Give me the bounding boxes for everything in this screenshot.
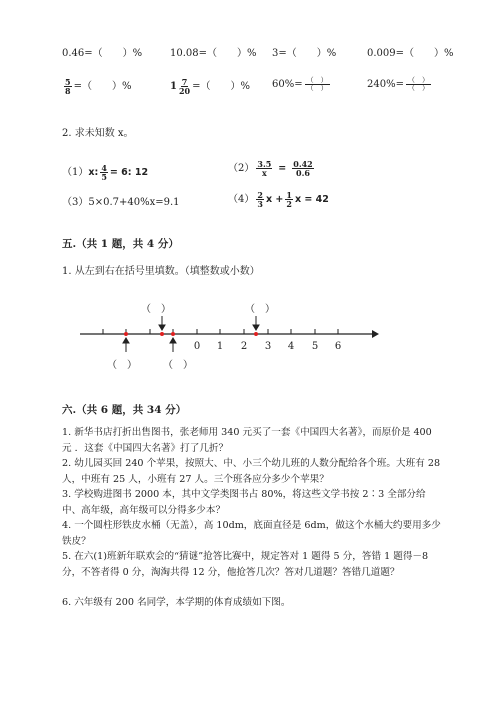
marked-point	[124, 332, 128, 336]
section5-title: 五.（共 1 题，共 4 分）	[62, 238, 179, 250]
marked-point	[171, 332, 175, 336]
equation-2: （2） $\frac{3.5}{x}$ = $\frac{0.42}{0.6}$	[228, 159, 313, 178]
tick-label: 0	[193, 341, 201, 352]
equation-1: （1）x: $\frac{4}{5}$ = 6: 12	[62, 163, 149, 182]
question-3: 3. 学校购进图书 2000 本，其中文学类图书占 80%，将这些文学书按 2∶3 全部分给中、高年级，高年级可以分得多少本？	[62, 489, 426, 516]
tick-label: 5	[311, 341, 319, 352]
section2-title: 2. 求未知数 x。	[62, 128, 134, 139]
section6-title: 六.（共 6 题，共 34 分）	[62, 404, 187, 416]
tick-label: 4	[287, 341, 295, 352]
answer-blank: （ ）	[141, 304, 171, 315]
conv-3: 3=（ ）%	[272, 48, 337, 59]
fraction: $\frac{7}{20}$	[178, 77, 191, 96]
question-5: 5. 在六(1)班新年联欢会的“猜谜”抢答比赛中，规定答对 1 题得 5 分，答错 1 题得－8 分，不答者得 0 分，淘淘共得 12 分，他抢答几次？答对几道题？答错几道题？	[62, 551, 429, 578]
number-line	[60, 298, 380, 378]
answer-blank: （ ）	[107, 360, 137, 371]
equation-4: （4） $\frac{2}{3}$ x + $\frac{1}{2}$ x = 42	[228, 190, 329, 209]
conv-1: 0.46=（ ）%	[62, 48, 143, 59]
conv-8: 240%= $\frac{( )}{( )}$	[367, 76, 429, 92]
conv-7: 60%= $\frac{( )}{( )}$	[272, 76, 328, 92]
equation-3: （3）5×0.7+40%x=9.1	[62, 197, 180, 208]
tick-label: 1	[216, 341, 224, 352]
question-1: 1. 新华书店打折出售图书，张老师用 340 元买了一套《中国四大名著》，而原价是 400 元 ．这套《中国四大名著》打了几折？	[62, 427, 432, 454]
section5-question: 1. 从左到右在括号里填数。（填整数或小数）	[62, 266, 260, 277]
answer-blank: （ ）	[245, 304, 275, 315]
fraction: $\frac{5}{8}$	[65, 77, 71, 96]
marked-point	[254, 332, 258, 336]
tick-label: 6	[334, 341, 342, 352]
tick-label: 3	[264, 341, 272, 352]
conv-4: 0.009=（ ）%	[367, 48, 454, 59]
marked-point	[160, 332, 164, 336]
conv-5: $\frac{5}{8}$ =（ ）%	[65, 77, 132, 96]
question-4: 4. 一个圆柱形铁皮水桶（无盖），高 10dm，底面直径是 6dm，做这个水桶大约要用多少铁皮？	[62, 520, 441, 547]
question-6: 6. 六年级有 200 名同学，本学期的体育成绩如下图。	[62, 597, 291, 608]
conv-6: 1 $\frac{7}{20}$ =（ ）%	[170, 77, 250, 96]
conv-2: 10.08=（ ）%	[170, 48, 257, 59]
tick-label: 2	[240, 341, 248, 352]
answer-blank: （ ）	[163, 360, 193, 371]
question-2: 2. 幼儿园买回 240 个苹果，按照大、中、小三个幼儿班的人数分配给各个班。大班有 28 人，中班有 25 人，小班有 27 人。三个班各应分多少个苹果？	[62, 458, 441, 485]
